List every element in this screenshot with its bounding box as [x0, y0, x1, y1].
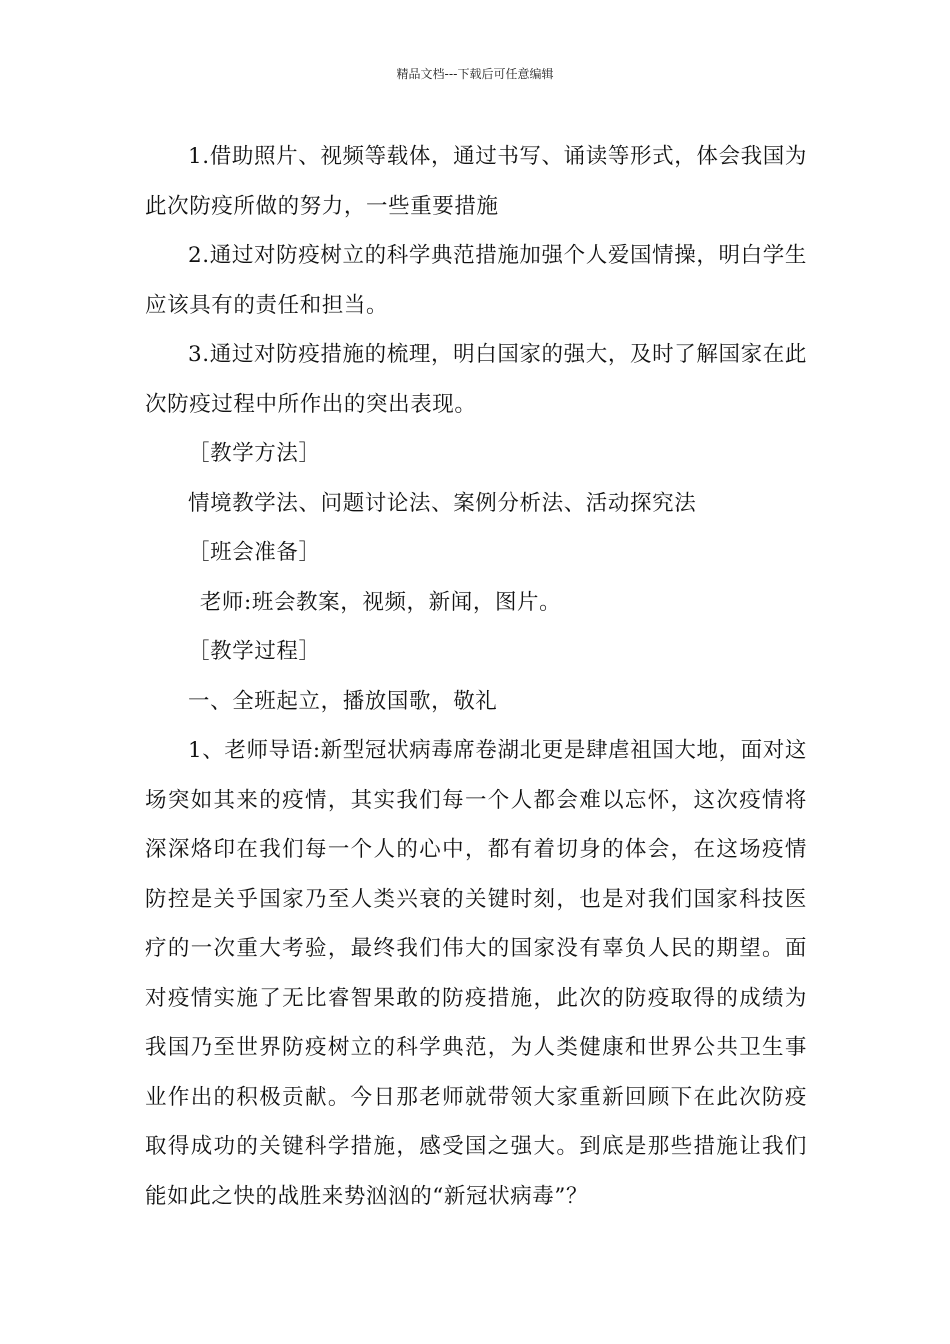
- goal-paragraph-1: 1.借助照片、视频等载体，通过书写、诵读等形式，体会我国为此次防疫所做的努力，一些重要措施: [145, 144, 807, 219]
- page-header: 精品文档---下载后可任意编辑: [396, 67, 554, 81]
- section-heading-teaching-method: ［教学方法］: [188, 441, 321, 466]
- section-heading-preparation: ［班会准备］: [188, 540, 321, 565]
- document-body: [145, 132, 807, 1221]
- preparation-text: 老师:班会教案，视频，新闻，图片。: [199, 589, 562, 615]
- goal-paragraph-3: 3.通过对防疫措施的梳理，明白国家的强大，及时了解国家在此次防疫过程中所作出的突出表现。: [145, 342, 807, 417]
- process-step-1: 一、全班起立，播放国歌，敬礼: [188, 688, 498, 714]
- goal-paragraph-2: 2.通过对防疫树立的科学典范措施加强个人爱国情操，明白学生应该具有的责任和担当。: [145, 243, 807, 318]
- section-heading-process: ［教学过程］: [188, 639, 321, 664]
- teaching-method-text: 情境教学法、问题讨论法、案例分析法、活动探究法: [188, 490, 697, 516]
- teacher-intro-paragraph: 1、老师导语:新型冠状病毒席卷湖北更是肆虐祖国大地，面对这场突如其来的疫情，其实我们每一个人都会难以忘怀，这次疫情将深深烙印在我们每一个人的心中，都有着切身的体会，在这场疫情防控是关乎国家乃至人类兴衰的关键时刻，也是对我们国家科技医疗的一次重大考验，最终我们伟大的国家没有辜负人民的期望。面对疫情实施了无比睿智果敢的防疫措施，此次的防疫取得的成绩为我国乃至世界防疫树立的科学典范，为人类健康和世界公共卫生事业作出的积极贡献。今日那老师就带领大家重新回顾下在此次防疫取得成功的关键科学措施，感受国之强大。到底是那些措施让我们能如此之快的战胜来势汹汹的“新冠状病毒”？: [145, 738, 807, 1209]
